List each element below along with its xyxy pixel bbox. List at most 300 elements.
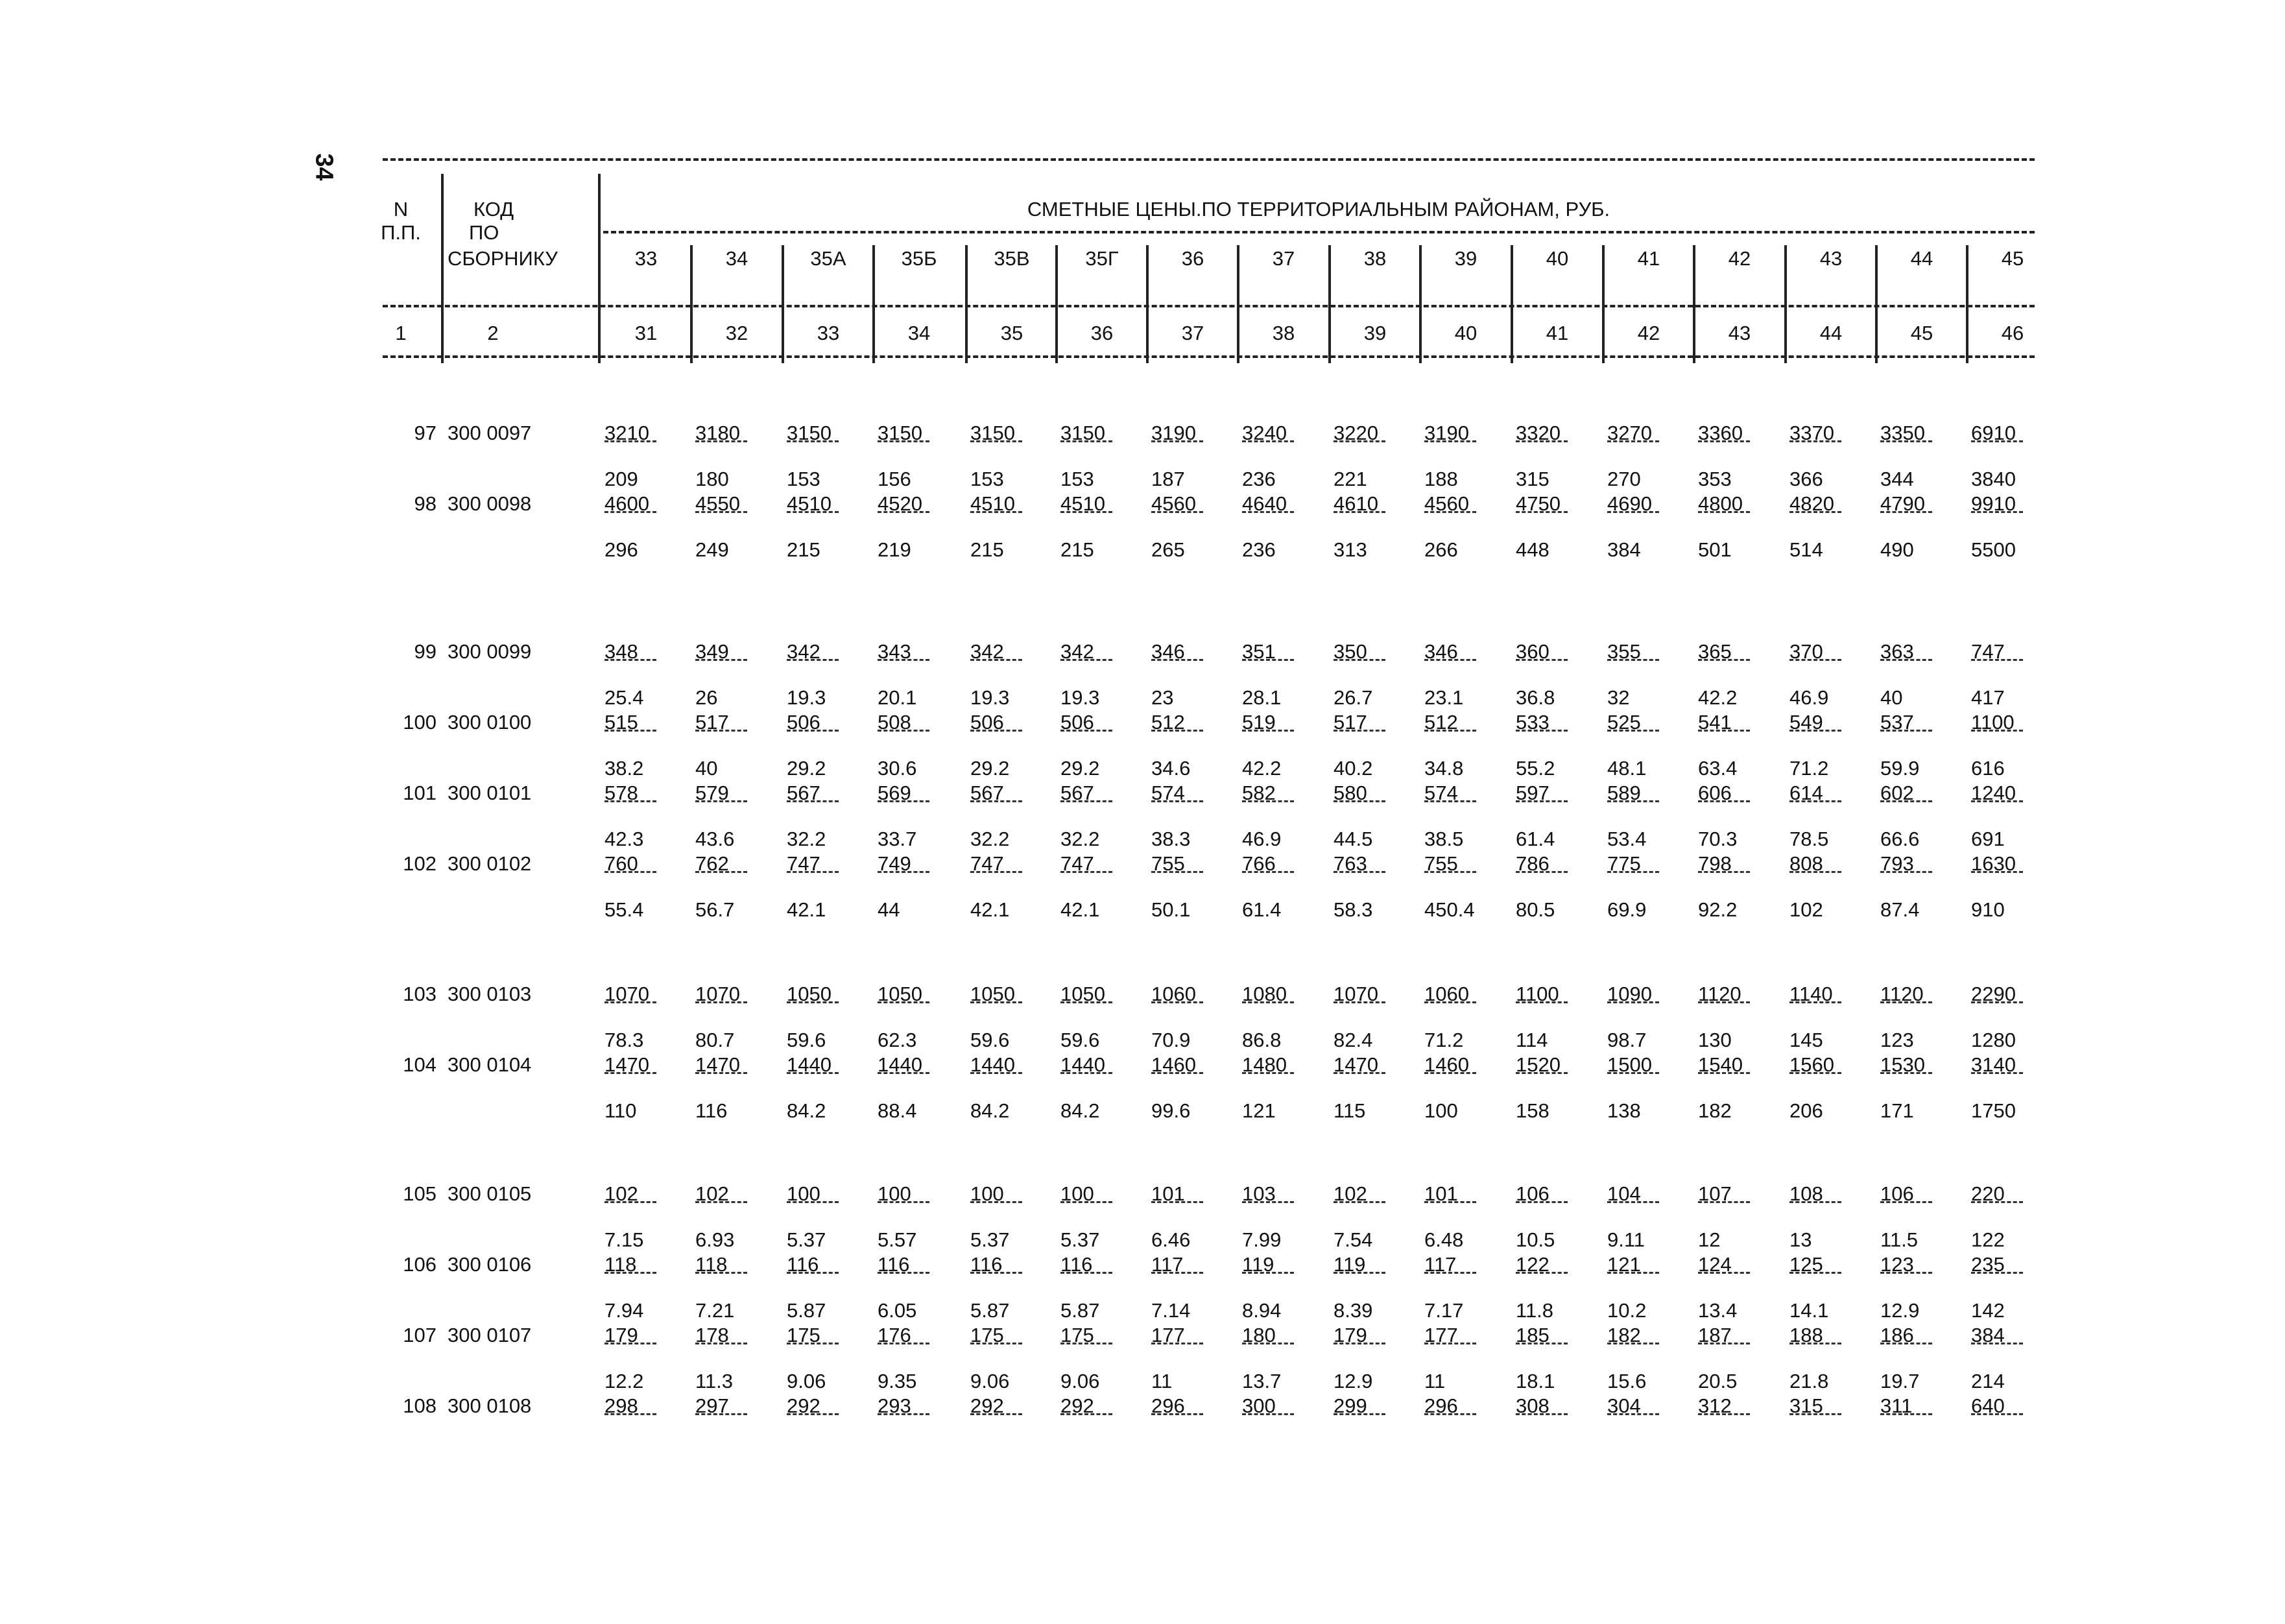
price-value: 178 bbox=[695, 1324, 729, 1346]
price-value: 574 bbox=[1424, 782, 1458, 804]
price-value: 1140 bbox=[1789, 983, 1833, 1005]
item-number: 101 bbox=[403, 782, 437, 804]
fraction-divider bbox=[1789, 1272, 1841, 1274]
fraction-divider bbox=[1242, 1272, 1294, 1274]
item-code: 300 0098 bbox=[448, 492, 532, 515]
item-number: 105 bbox=[403, 1182, 437, 1205]
price-value: 515 bbox=[604, 711, 638, 734]
fraction-divider bbox=[1424, 440, 1476, 442]
fraction-divider bbox=[1880, 1201, 1932, 1203]
price-component: 44.5 bbox=[1334, 828, 1373, 850]
price-component: 55.2 bbox=[1516, 757, 1555, 780]
fraction-divider bbox=[1880, 1272, 1932, 1274]
price-component: 8.39 bbox=[1334, 1299, 1373, 1322]
fraction-divider bbox=[1334, 1413, 1385, 1415]
fraction-divider bbox=[970, 511, 1022, 513]
price-value: 3150 bbox=[878, 422, 922, 444]
price-component: 384 bbox=[1607, 538, 1641, 561]
header-vline-district-5 bbox=[1055, 245, 1058, 363]
fraction-divider bbox=[1334, 800, 1385, 802]
fraction-divider bbox=[1607, 659, 1659, 661]
fraction-divider bbox=[787, 1201, 839, 1203]
district-header: 41 bbox=[1637, 247, 1660, 270]
fraction-divider bbox=[1424, 1343, 1476, 1344]
fraction-divider bbox=[1971, 1201, 2023, 1203]
price-component: 29.2 bbox=[970, 757, 1010, 780]
item-code: 300 0101 bbox=[448, 782, 532, 804]
price-component: 87.4 bbox=[1880, 898, 1920, 921]
price-value: 525 bbox=[1607, 711, 1641, 734]
price-component: 7.99 bbox=[1242, 1228, 1282, 1251]
price-value: 1070 bbox=[604, 983, 649, 1005]
fraction-divider bbox=[1151, 1343, 1203, 1344]
price-component: 66.6 bbox=[1880, 828, 1920, 850]
fraction-divider bbox=[1151, 730, 1203, 732]
price-component: 9.06 bbox=[787, 1370, 826, 1392]
price-value: 6910 bbox=[1971, 422, 2016, 444]
fraction-divider bbox=[1151, 1001, 1203, 1003]
price-component: 145 bbox=[1789, 1029, 1823, 1051]
fraction-divider bbox=[1880, 1072, 1932, 1074]
price-component: 11 bbox=[1424, 1370, 1446, 1392]
price-component: 206 bbox=[1789, 1099, 1823, 1122]
price-component: 80.5 bbox=[1516, 898, 1555, 921]
price-component: 36.8 bbox=[1516, 686, 1555, 709]
price-component: 21.8 bbox=[1789, 1370, 1829, 1392]
price-value: 760 bbox=[604, 852, 638, 875]
price-value: 3190 bbox=[1151, 422, 1196, 444]
price-value: 4560 bbox=[1424, 492, 1469, 515]
price-component: 61.4 bbox=[1242, 898, 1282, 921]
price-component: 26.7 bbox=[1334, 686, 1373, 709]
fraction-divider bbox=[1698, 659, 1750, 661]
header-code-label-3: СБОРНИКУ bbox=[448, 247, 558, 270]
price-value: 188 bbox=[1789, 1324, 1823, 1346]
price-value: 3140 bbox=[1971, 1053, 2016, 1076]
fraction-divider bbox=[1060, 659, 1112, 661]
price-value: 755 bbox=[1151, 852, 1185, 875]
price-component: 42.3 bbox=[604, 828, 644, 850]
fraction-divider bbox=[970, 871, 1022, 873]
item-number: 108 bbox=[403, 1394, 437, 1417]
header-vline-district-9 bbox=[1419, 245, 1422, 363]
price-component: 1750 bbox=[1971, 1099, 2016, 1122]
price-component: 92.2 bbox=[1698, 898, 1738, 921]
fraction-divider bbox=[1607, 1343, 1659, 1344]
column-number: 38 bbox=[1272, 322, 1295, 344]
column-number: 32 bbox=[725, 322, 748, 344]
price-value: 298 bbox=[604, 1394, 638, 1417]
price-component: 13.7 bbox=[1242, 1370, 1282, 1392]
fraction-divider bbox=[695, 730, 747, 732]
price-value: 348 bbox=[604, 640, 638, 663]
price-component: 5.57 bbox=[878, 1228, 917, 1251]
header-code-label-2: ПО bbox=[469, 221, 499, 244]
price-component: 80.7 bbox=[695, 1029, 735, 1051]
column-number: 39 bbox=[1363, 322, 1387, 344]
price-value: 1100 bbox=[1516, 983, 1559, 1005]
fraction-divider bbox=[1334, 1343, 1385, 1344]
fraction-divider bbox=[878, 730, 929, 732]
price-value: 186 bbox=[1880, 1324, 1914, 1346]
price-value: 315 bbox=[1789, 1394, 1823, 1417]
price-component: 6.48 bbox=[1424, 1228, 1464, 1251]
price-value: 4610 bbox=[1334, 492, 1378, 515]
price-component: 61.4 bbox=[1516, 828, 1555, 850]
price-component: 215 bbox=[787, 538, 820, 561]
fraction-divider bbox=[878, 659, 929, 661]
price-component: 7.21 bbox=[695, 1299, 735, 1322]
price-value: 1500 bbox=[1607, 1053, 1652, 1076]
price-value: 346 bbox=[1151, 640, 1185, 663]
price-value: 506 bbox=[1060, 711, 1094, 734]
fraction-divider bbox=[787, 871, 839, 873]
price-component: 121 bbox=[1242, 1099, 1276, 1122]
header-vline-district-8 bbox=[1328, 245, 1331, 363]
price-value: 574 bbox=[1151, 782, 1185, 804]
price-value: 104 bbox=[1607, 1182, 1641, 1205]
price-component: 18.1 bbox=[1516, 1370, 1555, 1392]
column-number: 31 bbox=[634, 322, 658, 344]
price-component: 28.1 bbox=[1242, 686, 1282, 709]
fraction-divider bbox=[1334, 659, 1385, 661]
price-value: 508 bbox=[878, 711, 911, 734]
fraction-divider bbox=[1516, 1201, 1568, 1203]
price-value: 3220 bbox=[1334, 422, 1378, 444]
price-value: 519 bbox=[1242, 711, 1276, 734]
fraction-divider bbox=[1880, 800, 1932, 802]
fraction-divider bbox=[878, 440, 929, 442]
price-value: 1460 bbox=[1424, 1053, 1469, 1076]
price-value: 177 bbox=[1424, 1324, 1458, 1346]
item-number: 103 bbox=[403, 983, 437, 1005]
fraction-divider bbox=[1060, 730, 1112, 732]
fraction-divider bbox=[1789, 1001, 1841, 1003]
price-component: 1280 bbox=[1971, 1029, 2016, 1051]
column-number: 33 bbox=[817, 322, 840, 344]
price-component: 40.2 bbox=[1334, 757, 1373, 780]
price-component: 42.1 bbox=[1060, 898, 1100, 921]
price-value: 4560 bbox=[1151, 492, 1196, 515]
price-value: 1120 bbox=[1698, 983, 1741, 1005]
fraction-divider bbox=[1880, 730, 1932, 732]
price-component: 114 bbox=[1516, 1029, 1548, 1051]
price-value: 100 bbox=[878, 1182, 911, 1205]
fraction-divider bbox=[1424, 1072, 1476, 1074]
fraction-divider bbox=[878, 800, 929, 802]
price-value: 578 bbox=[604, 782, 638, 804]
fraction-divider bbox=[1789, 659, 1841, 661]
price-component: 450.4 bbox=[1424, 898, 1475, 921]
price-component: 171 bbox=[1880, 1099, 1914, 1122]
fraction-divider bbox=[695, 440, 747, 442]
price-component: 6.05 bbox=[878, 1299, 917, 1322]
district-header: 44 bbox=[1910, 247, 1933, 270]
price-component: 40 bbox=[695, 757, 718, 780]
column-number: 37 bbox=[1181, 322, 1204, 344]
fraction-divider bbox=[787, 800, 839, 802]
fraction-divider bbox=[1424, 1272, 1476, 1274]
price-component: 50.1 bbox=[1151, 898, 1191, 921]
price-value: 1120 bbox=[1880, 983, 1924, 1005]
price-component: 249 bbox=[695, 538, 729, 561]
price-value: 582 bbox=[1242, 782, 1276, 804]
fraction-divider bbox=[1060, 440, 1112, 442]
fraction-divider bbox=[1516, 659, 1568, 661]
header-vline-district-15 bbox=[1966, 245, 1968, 363]
fraction-divider bbox=[1971, 1413, 2023, 1415]
price-component: 266 bbox=[1424, 538, 1458, 561]
fraction-divider bbox=[1789, 1201, 1841, 1203]
price-value: 185 bbox=[1516, 1324, 1549, 1346]
fraction-divider bbox=[1516, 511, 1568, 513]
price-value: 125 bbox=[1789, 1253, 1823, 1276]
fraction-divider bbox=[878, 1001, 929, 1003]
price-component: 142 bbox=[1971, 1299, 2005, 1322]
fraction-divider bbox=[1516, 440, 1568, 442]
page-number: 34 bbox=[310, 153, 338, 181]
fraction-divider bbox=[1151, 1272, 1203, 1274]
price-component: 7.14 bbox=[1151, 1299, 1191, 1322]
price-value: 4510 bbox=[970, 492, 1015, 515]
price-value: 119 bbox=[1242, 1253, 1274, 1276]
price-value: 108 bbox=[1789, 1182, 1823, 1205]
price-component: 40 bbox=[1880, 686, 1903, 709]
fraction-divider bbox=[604, 1272, 656, 1274]
fraction-divider bbox=[1516, 1413, 1568, 1415]
item-number: 100 bbox=[403, 711, 437, 734]
price-value: 297 bbox=[695, 1394, 729, 1417]
price-value: 749 bbox=[878, 852, 911, 875]
price-component: 71.2 bbox=[1424, 1029, 1464, 1051]
fraction-divider bbox=[604, 511, 656, 513]
price-component: 5.87 bbox=[970, 1299, 1010, 1322]
price-component: 11.5 bbox=[1880, 1228, 1919, 1251]
header-top-rule bbox=[383, 158, 2035, 161]
fraction-divider bbox=[1516, 1343, 1568, 1344]
price-value: 122 bbox=[1516, 1253, 1549, 1276]
fraction-divider bbox=[1698, 1343, 1750, 1344]
fraction-divider bbox=[1607, 440, 1659, 442]
fraction-divider bbox=[695, 511, 747, 513]
price-value: 512 bbox=[1151, 711, 1185, 734]
fraction-divider bbox=[1698, 871, 1750, 873]
price-value: 4600 bbox=[604, 492, 649, 515]
price-value: 1050 bbox=[1060, 983, 1105, 1005]
header-vline-district-10 bbox=[1511, 245, 1513, 363]
price-value: 384 bbox=[1971, 1324, 2005, 1346]
fraction-divider bbox=[604, 1413, 656, 1415]
price-value: 100 bbox=[1060, 1182, 1094, 1205]
district-header: 35А bbox=[810, 247, 846, 270]
fraction-divider bbox=[604, 730, 656, 732]
price-component: 59.6 bbox=[1060, 1029, 1100, 1051]
fraction-divider bbox=[1698, 730, 1750, 732]
price-component: 20.1 bbox=[878, 686, 917, 709]
fraction-divider bbox=[1242, 440, 1294, 442]
price-component: 7.17 bbox=[1424, 1299, 1464, 1322]
price-value: 808 bbox=[1789, 852, 1823, 875]
price-value: 175 bbox=[787, 1324, 820, 1346]
price-value: 4520 bbox=[878, 492, 922, 515]
price-component: 616 bbox=[1971, 757, 2005, 780]
header-code-label-1: КОД bbox=[473, 198, 514, 221]
price-value: 606 bbox=[1698, 782, 1732, 804]
price-value: 1440 bbox=[970, 1053, 1015, 1076]
fraction-divider bbox=[1789, 511, 1841, 513]
price-component: 236 bbox=[1242, 538, 1276, 561]
price-value: 102 bbox=[604, 1182, 638, 1205]
fraction-divider bbox=[1607, 1272, 1659, 1274]
fraction-divider bbox=[695, 1413, 747, 1415]
fraction-divider bbox=[1698, 800, 1750, 802]
price-component: 9.06 bbox=[970, 1370, 1010, 1392]
item-code: 300 0106 bbox=[448, 1253, 532, 1276]
header-vline-district-7 bbox=[1237, 245, 1239, 363]
fraction-divider bbox=[1516, 730, 1568, 732]
fraction-divider bbox=[1424, 871, 1476, 873]
price-value: 3270 bbox=[1607, 422, 1652, 444]
fraction-divider bbox=[1607, 800, 1659, 802]
fraction-divider bbox=[970, 800, 1022, 802]
price-value: 1050 bbox=[787, 983, 831, 1005]
fraction-divider bbox=[1060, 1343, 1112, 1344]
price-value: 775 bbox=[1607, 852, 1641, 875]
price-value: 1440 bbox=[878, 1053, 922, 1076]
price-value: 1070 bbox=[695, 983, 740, 1005]
fraction-divider bbox=[787, 1272, 839, 1274]
price-component: 23.1 bbox=[1424, 686, 1464, 709]
fraction-divider bbox=[970, 1272, 1022, 1274]
price-component: 11.8 bbox=[1516, 1299, 1554, 1322]
price-component: 42.2 bbox=[1242, 757, 1282, 780]
fraction-divider bbox=[695, 1343, 747, 1344]
price-value: 4640 bbox=[1242, 492, 1287, 515]
price-component: 10.2 bbox=[1607, 1299, 1647, 1322]
price-value: 177 bbox=[1151, 1324, 1185, 1346]
column-number: 44 bbox=[1819, 322, 1843, 344]
price-value: 187 bbox=[1698, 1324, 1732, 1346]
price-value: 747 bbox=[1971, 640, 2005, 663]
fraction-divider bbox=[1242, 1201, 1294, 1203]
price-value: 579 bbox=[695, 782, 729, 804]
item-number: 99 bbox=[414, 640, 437, 663]
fraction-divider bbox=[1971, 1072, 2023, 1074]
price-component: 158 bbox=[1516, 1099, 1549, 1122]
fraction-divider bbox=[1789, 800, 1841, 802]
fraction-divider bbox=[1424, 730, 1476, 732]
fraction-divider bbox=[787, 1413, 839, 1415]
fraction-divider bbox=[1880, 659, 1932, 661]
price-component: 59.6 bbox=[970, 1029, 1010, 1051]
price-value: 220 bbox=[1971, 1182, 2005, 1205]
fraction-divider bbox=[1060, 871, 1112, 873]
item-code: 300 0108 bbox=[448, 1394, 532, 1417]
price-value: 1560 bbox=[1789, 1053, 1834, 1076]
price-component: 221 bbox=[1334, 468, 1367, 490]
fraction-divider bbox=[1151, 871, 1203, 873]
price-component: 99.6 bbox=[1151, 1099, 1191, 1122]
price-value: 102 bbox=[1334, 1182, 1367, 1205]
fraction-divider bbox=[1516, 1272, 1568, 1274]
price-value: 4800 bbox=[1698, 492, 1743, 515]
price-component: 219 bbox=[878, 538, 911, 561]
fraction-divider bbox=[1607, 871, 1659, 873]
header-pp-label: П.П. bbox=[381, 221, 421, 244]
price-value: 103 bbox=[1242, 1182, 1276, 1205]
fraction-divider bbox=[878, 1072, 929, 1074]
fraction-divider bbox=[1151, 1201, 1203, 1203]
column-number: 34 bbox=[907, 322, 931, 344]
price-value: 747 bbox=[787, 852, 820, 875]
price-value: 116 bbox=[970, 1253, 1003, 1276]
fraction-divider bbox=[604, 659, 656, 661]
price-value: 580 bbox=[1334, 782, 1367, 804]
fraction-divider bbox=[787, 1343, 839, 1344]
price-component: 7.94 bbox=[604, 1299, 644, 1322]
price-component: 9.06 bbox=[1060, 1370, 1100, 1392]
price-component: 344 bbox=[1880, 468, 1914, 490]
price-component: 122 bbox=[1971, 1228, 2005, 1251]
price-component: 156 bbox=[878, 468, 911, 490]
fraction-divider bbox=[970, 659, 1022, 661]
price-component: 42.1 bbox=[787, 898, 826, 921]
fraction-divider bbox=[878, 1272, 929, 1274]
price-value: 4510 bbox=[787, 492, 831, 515]
fraction-divider bbox=[1060, 1413, 1112, 1415]
price-value: 102 bbox=[695, 1182, 729, 1205]
price-component: 23 bbox=[1151, 686, 1174, 709]
price-value: 124 bbox=[1698, 1253, 1732, 1276]
price-component: 7.54 bbox=[1334, 1228, 1373, 1251]
fraction-divider bbox=[1607, 1413, 1659, 1415]
price-value: 517 bbox=[1334, 711, 1367, 734]
price-value: 3210 bbox=[604, 422, 649, 444]
price-component: 11 bbox=[1151, 1370, 1173, 1392]
header-vline-district-14 bbox=[1875, 245, 1878, 363]
price-component: 100 bbox=[1424, 1099, 1458, 1122]
price-value: 235 bbox=[1971, 1253, 2005, 1276]
price-value: 569 bbox=[878, 782, 911, 804]
district-header: 39 bbox=[1454, 247, 1477, 270]
price-value: 1050 bbox=[878, 983, 922, 1005]
fraction-divider bbox=[1151, 511, 1203, 513]
price-component: 5.37 bbox=[1060, 1228, 1100, 1251]
fraction-divider bbox=[1607, 730, 1659, 732]
price-component: 29.2 bbox=[787, 757, 826, 780]
item-number: 106 bbox=[403, 1253, 437, 1276]
price-component: 25.4 bbox=[604, 686, 644, 709]
price-value: 567 bbox=[787, 782, 820, 804]
price-value: 1100 bbox=[1971, 711, 2015, 734]
fraction-divider bbox=[1242, 800, 1294, 802]
item-code: 300 0099 bbox=[448, 640, 532, 663]
price-component: 82.4 bbox=[1334, 1029, 1373, 1051]
fraction-divider bbox=[1151, 800, 1203, 802]
price-component: 5.37 bbox=[787, 1228, 826, 1251]
price-value: 351 bbox=[1242, 640, 1276, 663]
price-value: 300 bbox=[1242, 1394, 1276, 1417]
fraction-divider bbox=[787, 730, 839, 732]
column-number: 41 bbox=[1546, 322, 1569, 344]
price-component: 46.9 bbox=[1242, 828, 1282, 850]
item-number: 107 bbox=[403, 1324, 437, 1346]
price-component: 315 bbox=[1516, 468, 1549, 490]
item-code: 300 0103 bbox=[448, 983, 532, 1005]
header-vline-district-3 bbox=[872, 245, 875, 363]
price-value: 793 bbox=[1880, 852, 1914, 875]
fraction-divider bbox=[1971, 1343, 2023, 1344]
